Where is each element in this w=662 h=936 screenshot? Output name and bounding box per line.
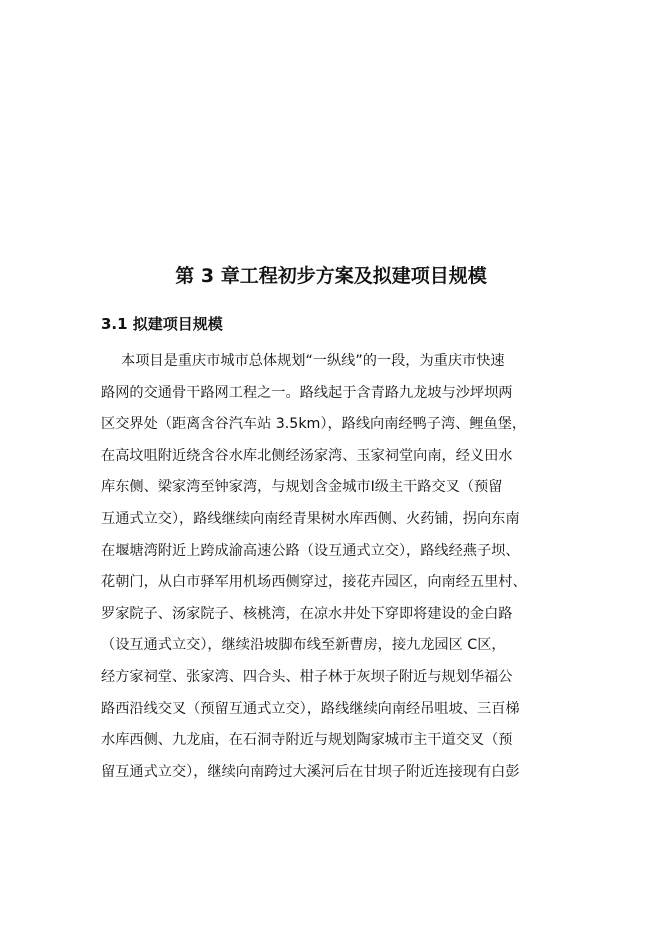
paragraph-line: 在堰塘湾附近上跨成渝高速公路（设互通式立交），路线经燕子坝、 bbox=[101, 542, 520, 559]
paragraph-line: 区交界处（距离含谷汽车站 3.5km），路线向南经鸭子湾、鲤鱼堡， bbox=[101, 416, 527, 433]
chapter-title: 第 3 章工程初步方案及拟建项目规模 bbox=[175, 265, 487, 287]
paragraph-line: （设互通式立交），继续沿坡脚布线至新曹房，接九龙园区 C区， bbox=[101, 637, 506, 654]
paragraph-line: 留互通式立交），继续向南跨过大溪河后在甘坝子附近连接现有白彭 bbox=[101, 763, 520, 780]
paragraph-line: 花朝门，从白市驿军用机场西侧穿过，接花卉园区，向南经五里村、 bbox=[101, 574, 527, 591]
paragraph-line: 路网的交通骨干路网工程之一。路线起于含青路九龙坡与沙坪坝两 bbox=[101, 384, 513, 401]
body-paragraph bbox=[101, 346, 563, 788]
paragraph-line: 经方家祠堂、张家湾、四合头、柑子林于灰坝子附近与规划华福公 bbox=[101, 668, 513, 685]
section-heading: 3.1 拟建项目规模 bbox=[101, 315, 223, 333]
paragraph-line: 在高坟咀附近绕含谷水库北侧经汤家湾、玉家祠堂向南，经义田水 bbox=[101, 447, 513, 464]
paragraph-line: 路西沿线交叉（预留互通式立交），路线继续向南经吊咀坡、三百梯 bbox=[101, 700, 520, 717]
paragraph-line: 罗家院子、汤家院子、核桃湾，在凉水井处下穿即将建设的金白路 bbox=[101, 605, 513, 622]
paragraph-line: 本项目是重庆市城市总体规划“一纵线”的一段，为重庆市快速 bbox=[121, 353, 505, 369]
paragraph-line: 库东侧、梁家湾至钟家湾，与规划含金城市Ⅰ级主干路交叉（预留 bbox=[101, 479, 503, 496]
paragraph-line: 水库西侧、九龙庙，在石洞寺附近与规划陶家城市主干道交叉（预 bbox=[101, 732, 513, 749]
paragraph-line: 互通式立交），路线继续向南经青果树水库西侧、火药铺，拐向东南 bbox=[101, 510, 520, 527]
